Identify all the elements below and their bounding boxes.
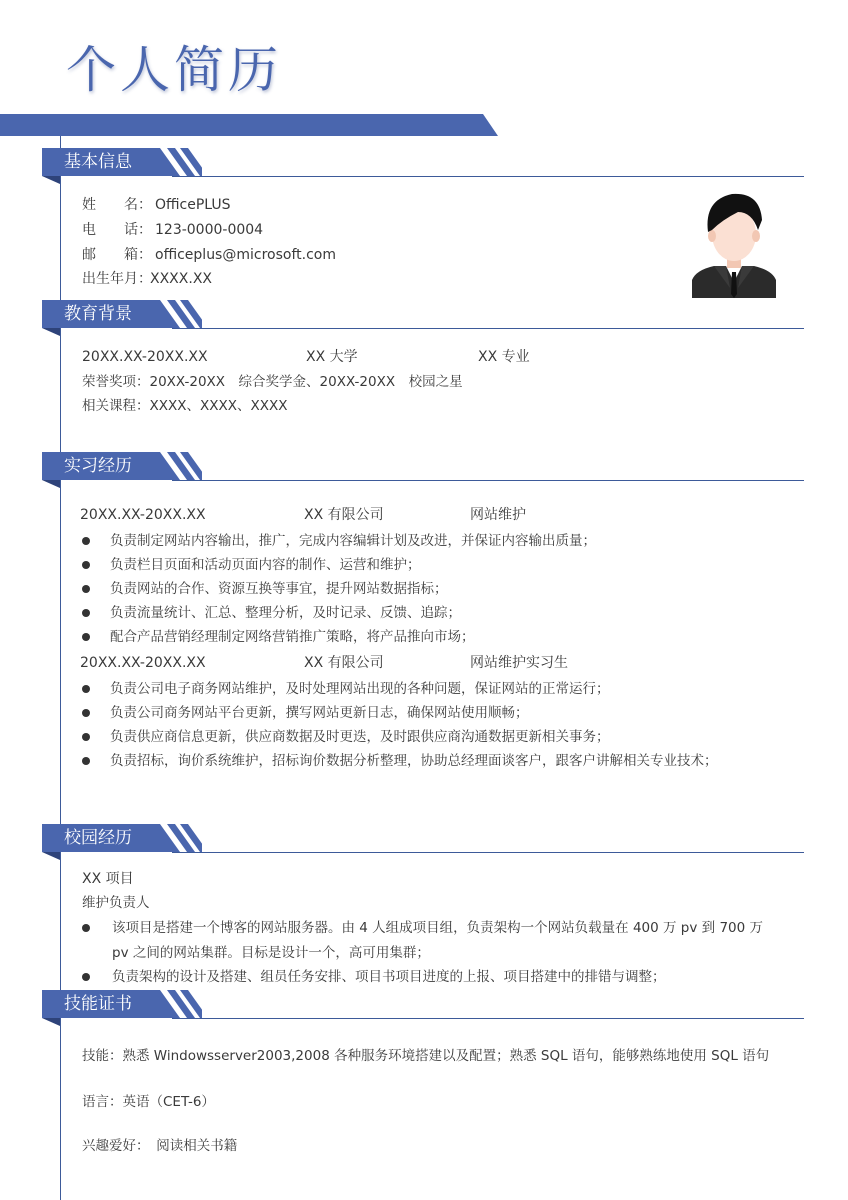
name-value: OfficePLUS <box>155 197 231 213</box>
bullet-icon <box>82 757 90 765</box>
job2-item: 负责公司电子商务网站维护，及时处理网站出现的各种问题，保证网站的正常运行； <box>110 681 610 697</box>
bullet-icon <box>82 924 90 932</box>
timeline-line <box>60 136 61 1200</box>
edu-major: XX 专业 <box>478 349 530 365</box>
avatar-icon <box>692 190 776 298</box>
bullet-icon <box>82 561 90 569</box>
email-value: officeplus@microsoft.com <box>155 247 336 263</box>
bullet-icon <box>82 973 90 981</box>
job1-item: 负责制定网站内容输出，推广，完成内容编辑计划及改进，并保证内容输出质量； <box>110 533 596 549</box>
campus-role: 维护负责人 <box>82 895 150 911</box>
section-header-campus <box>42 824 804 860</box>
job2-company: XX 有限公司 <box>304 655 384 671</box>
hobby-text: 兴趣爱好： 阅读相关书籍 <box>82 1138 238 1154</box>
section-header-internship <box>42 452 804 488</box>
job1-item: 负责流量统计、汇总、整理分析，及时记录、反馈、追踪； <box>110 605 461 621</box>
birth-label: 出生年月： <box>82 271 152 287</box>
job2-item: 负责供应商信息更新，供应商数据及时更迭，及时跟供应商沟通数据更新相关事务； <box>110 729 610 745</box>
birth-value: XXXX.XX <box>150 271 212 287</box>
job2-item: 负责公司商务网站平台更新，撰写网站更新日志，确保网站使用顺畅； <box>110 705 529 721</box>
bullet-icon <box>82 685 90 693</box>
section-title-internship: 实习经历 <box>64 456 132 476</box>
edu-courses: 相关课程：XXXX、XXXX、XXXX <box>82 398 288 414</box>
bullet-icon <box>82 537 90 545</box>
job1-item: 负责栏目页面和活动页面内容的制作、运营和维护； <box>110 557 421 573</box>
section-header-basic <box>42 148 804 184</box>
bullet-icon <box>82 733 90 741</box>
job1-period: 20XX.XX-20XX.XX <box>80 507 206 523</box>
section-title-education: 教育背景 <box>64 304 132 324</box>
email-label: 邮 箱： <box>82 247 152 263</box>
name-label: 姓 名： <box>82 197 152 213</box>
title-band <box>0 114 500 136</box>
language-text: 语言：英语（CET-6） <box>82 1094 215 1110</box>
edu-awards: 荣誉奖项：20XX-20XX 综合奖学金、20XX-20XX 校园之星 <box>82 374 463 390</box>
job2-period: 20XX.XX-20XX.XX <box>80 655 206 671</box>
job1-item: 负责网站的合作、资源互换等事宜，提升网站数据指标； <box>110 581 448 597</box>
job1-role: 网站维护 <box>470 507 526 523</box>
page-title: 个人简历 <box>66 41 282 99</box>
phone-label: 电 话： <box>82 222 152 238</box>
edu-school: XX 大学 <box>306 349 358 365</box>
section-header-education <box>42 300 804 336</box>
edu-period: 20XX.XX-20XX.XX <box>82 349 208 365</box>
phone-value: 123-0000-0004 <box>155 222 264 238</box>
section-header-skills <box>42 990 804 1026</box>
bullet-icon <box>82 609 90 617</box>
job2-role: 网站维护实习生 <box>470 655 568 671</box>
job1-item: 配合产品营销经理制定网络营销推广策略，将产品推向市场； <box>110 629 475 645</box>
skills-text: 技能：熟悉 Windowsserver2003,2008 各种服务环境搭建以及配置；熟悉 SQL 语句，能够熟练地使用 SQL 语句 <box>82 1048 770 1064</box>
campus-project: XX 项目 <box>82 871 134 887</box>
section-title-basic: 基本信息 <box>64 152 132 172</box>
campus-item2: 负责架构的设计及搭建、组员任务安排、项目书项目进度的上报、项目搭建中的排错与调整； <box>112 969 666 985</box>
job1-company: XX 有限公司 <box>304 507 384 523</box>
bullet-icon <box>82 633 90 641</box>
section-title-skills: 技能证书 <box>64 994 132 1014</box>
bullet-icon <box>82 709 90 717</box>
campus-item-line1: 该项目是搭建一个博客的网站服务器。由 4 人组成项目组，负责架构一个网站负载量在 400 万 pv 到 700 万 <box>112 920 764 936</box>
job2-item: 负责招标，询价系统维护，招标询价数据分析整理，协助总经理面谈客户，跟客户讲解相关专业技术； <box>110 753 718 769</box>
campus-item-line2: pv 之间的网站集群。目标是设计一个，高可用集群； <box>112 945 430 961</box>
section-title-campus: 校园经历 <box>64 828 132 848</box>
bullet-icon <box>82 585 90 593</box>
